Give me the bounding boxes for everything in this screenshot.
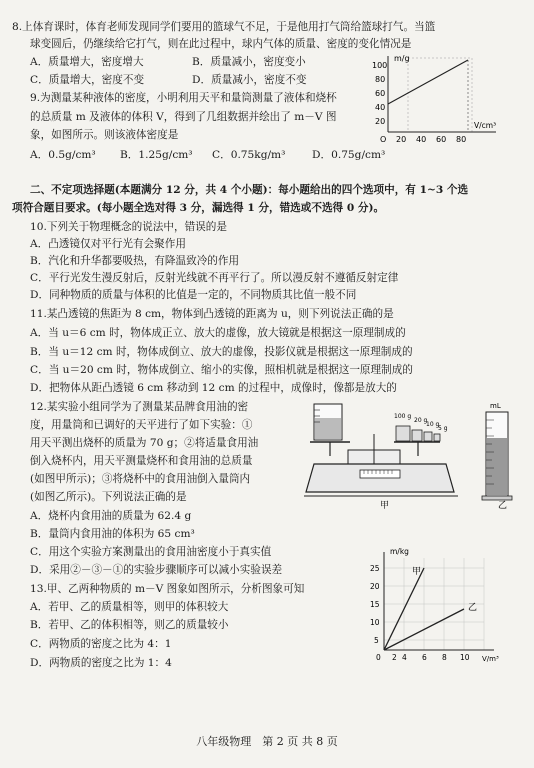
q13-graph-xtick: 4 bbox=[402, 653, 407, 662]
q13-option-c: C．两物质的密度之比为 4：1 bbox=[30, 638, 172, 650]
q9-graph-xtick: 40 bbox=[416, 135, 427, 144]
q10-stem: 10.下列关于物理概念的说法中，错误的是 bbox=[30, 221, 227, 233]
q13-graph-xlabel: V/m³ bbox=[482, 655, 499, 663]
q9-option-b: B．1.25g/cm³ bbox=[120, 149, 193, 161]
q9-line2: 的总质量 m 及液体的体积 V，得到了几组数据并绘出了 m－V 图 bbox=[30, 111, 337, 123]
q10-option-b: B．汽化和升华都要吸热，有降温致冷的作用 bbox=[30, 255, 240, 267]
q13-graph-ytick: 10 bbox=[370, 618, 380, 627]
q9-graph-ytick: 20 bbox=[375, 117, 386, 126]
cylinder-unit-label: mL bbox=[490, 402, 501, 410]
q8-option-b: B．质量减小，密度变小 bbox=[192, 56, 306, 68]
q12-option-c: C．用这个实验方案测量出的食用油密度小于真实值 bbox=[30, 546, 272, 558]
section2-heading-line2: 项符合题目要求。(每小题全选对得 3 分，漏选得 1 分，错选或不选得 0 分)。 bbox=[12, 202, 385, 214]
q9-graph-origin: O bbox=[380, 135, 387, 144]
q9-mv-graph bbox=[368, 52, 508, 144]
balance-figure bbox=[300, 398, 470, 510]
weight-label: 5 g bbox=[438, 425, 448, 432]
q11-option-c: C．当 u＝20 cm 时，物体成倒立、缩小的实像，照相机就是根据这一原理制成的 bbox=[30, 364, 413, 376]
q13-mv-graph bbox=[362, 544, 512, 664]
q9-graph-ylabel: m/g bbox=[394, 54, 410, 63]
figure-jia-label: 甲 bbox=[380, 501, 390, 510]
page-footer: 八年级物理 第 2 页 共 8 页 bbox=[196, 735, 338, 748]
q13-line-yi-label: 乙 bbox=[468, 603, 478, 613]
q13-graph-ytick: 25 bbox=[370, 564, 380, 573]
q13-graph-xtick: 10 bbox=[460, 653, 470, 662]
q9-graph-ytick: 40 bbox=[375, 103, 386, 112]
q13-option-b: B．若甲、乙的体积相等，则乙的质量较小 bbox=[30, 619, 229, 631]
q12-option-d: D．采用②－③－①的实验步骤顺序可以减小实验误差 bbox=[30, 564, 283, 576]
weight-label: 100 g bbox=[394, 413, 412, 420]
q13-stem: 13.甲、乙两种物质的 m－V 图象如图所示，分析图象可知 bbox=[30, 583, 305, 595]
q13-graph-origin: 0 bbox=[376, 653, 381, 662]
q9-graph-ytick: 80 bbox=[375, 75, 386, 84]
q9-line3: 象，如图所示。则该液体密度是 bbox=[30, 129, 179, 141]
q13-option-d: D．两物质的密度之比为 1：4 bbox=[30, 657, 172, 669]
beaker-icon bbox=[314, 404, 342, 440]
q9-option-a: A．0.5g/cm³ bbox=[30, 149, 96, 161]
q12-line6: (如图乙所示)。下列说法正确的是 bbox=[30, 491, 187, 503]
q9-graph-xlabel: V/cm³ bbox=[474, 121, 497, 130]
q9-graph-xtick: 20 bbox=[396, 135, 407, 144]
q10-option-c: C．平行光发生漫反射后，反射光线就不再平行了。所以漫反射不遵循反射定律 bbox=[30, 272, 399, 284]
q11-stem: 11.某凸透镜的焦距为 8 cm，物体到凸透镜的距离为 u，则下列说法正确的是 bbox=[30, 308, 394, 320]
weight-label: 10 g bbox=[426, 421, 440, 428]
q13-graph-ytick: 5 bbox=[374, 636, 379, 645]
q8-line1: 8.上体育课时，体育老师发现同学们要用的篮球气不足，于是他用打气筒给篮球打气。当篮 bbox=[12, 21, 436, 33]
figure-yi-label: 乙 bbox=[498, 501, 508, 510]
q8-option-a: A．质量增大，密度增大 bbox=[30, 56, 144, 68]
section2-heading-line1: 二、不定项选择题(本题满分 12 分，共 4 个小题)：每小题给出的四个选项中，有 1~3 个选 bbox=[30, 184, 469, 196]
q9-graph-ytick: 100 bbox=[372, 61, 388, 70]
q12-line3: 用天平测出烧杯的质量为 70 g；②将适量食用油 bbox=[30, 437, 259, 449]
q13-graph-ylabel: m/kg bbox=[390, 547, 409, 556]
q12-line5: (如图甲所示)；③将烧杯中的食用油倒入量筒内 bbox=[30, 473, 251, 485]
q11-option-a: A．当 u＝6 cm 时，物体成正立、放大的虚像，放大镜就是根据这一原理制成的 bbox=[30, 327, 406, 339]
q11-option-b: B．当 u＝12 cm 时，物体成倒立、放大的虚像，投影仪就是根据这一原理制成的 bbox=[30, 346, 413, 358]
q12-option-b: B．量筒内食用油的体积为 65 cm³ bbox=[30, 528, 195, 540]
q8-option-c: C．质量增大，密度不变 bbox=[30, 74, 145, 86]
q8-line2: 球变圆后，仍继续给它打气，则在此过程中，球内气体的质量、密度的变化情况是 bbox=[30, 38, 412, 50]
q9-graph-ytick: 60 bbox=[375, 89, 386, 98]
q9-line1: 9.为测量某种液体的密度，小明利用天平和量筒测量了液体和烧杯 bbox=[30, 92, 337, 104]
q9-option-c: C．0.75kg/m³ bbox=[212, 149, 286, 161]
q12-line4: 倒入烧杯内，用天平测量烧杯和食用油的总质量 bbox=[30, 455, 253, 467]
q10-option-a: A．凸透镜仅对平行光有会聚作用 bbox=[30, 238, 186, 250]
q9-option-d: D．0.75g/cm³ bbox=[312, 149, 386, 161]
q11-option-d: D．把物体从距凸透镜 6 cm 移动到 12 cm 的过程中，成像时，像都是放大的 bbox=[30, 382, 397, 394]
graduated-cylinder bbox=[478, 398, 524, 510]
q13-graph-ytick: 15 bbox=[370, 600, 380, 609]
weights-icon bbox=[396, 426, 440, 441]
q13-graph-xtick: 6 bbox=[422, 653, 427, 662]
q10-option-d: D．同种物质的质量与体积的比值是一定的，不同物质其比值一般不同 bbox=[30, 289, 357, 301]
q9-graph-xtick: 60 bbox=[436, 135, 447, 144]
q13-option-a: A．若甲、乙的质量相等，则甲的体积较大 bbox=[30, 601, 229, 613]
q12-line2: 度，用量筒和已调好的天平进行了如下实验：① bbox=[30, 419, 253, 431]
q13-graph-xtick: 2 bbox=[392, 653, 397, 662]
weight-label: 20 g bbox=[414, 417, 428, 424]
q9-graph-xtick: 80 bbox=[456, 135, 467, 144]
q13-graph-xtick: 8 bbox=[442, 653, 447, 662]
q12-line1: 12.某实验小组同学为了测量某品牌食用油的密 bbox=[30, 401, 249, 413]
q13-graph-ytick: 20 bbox=[370, 582, 380, 591]
q13-line-jia-label: 甲 bbox=[412, 567, 422, 577]
q12-option-a: A．烧杯内食用油的质量为 62.4 g bbox=[30, 510, 192, 522]
q8-option-d: D．质量减小，密度不变 bbox=[192, 74, 307, 86]
